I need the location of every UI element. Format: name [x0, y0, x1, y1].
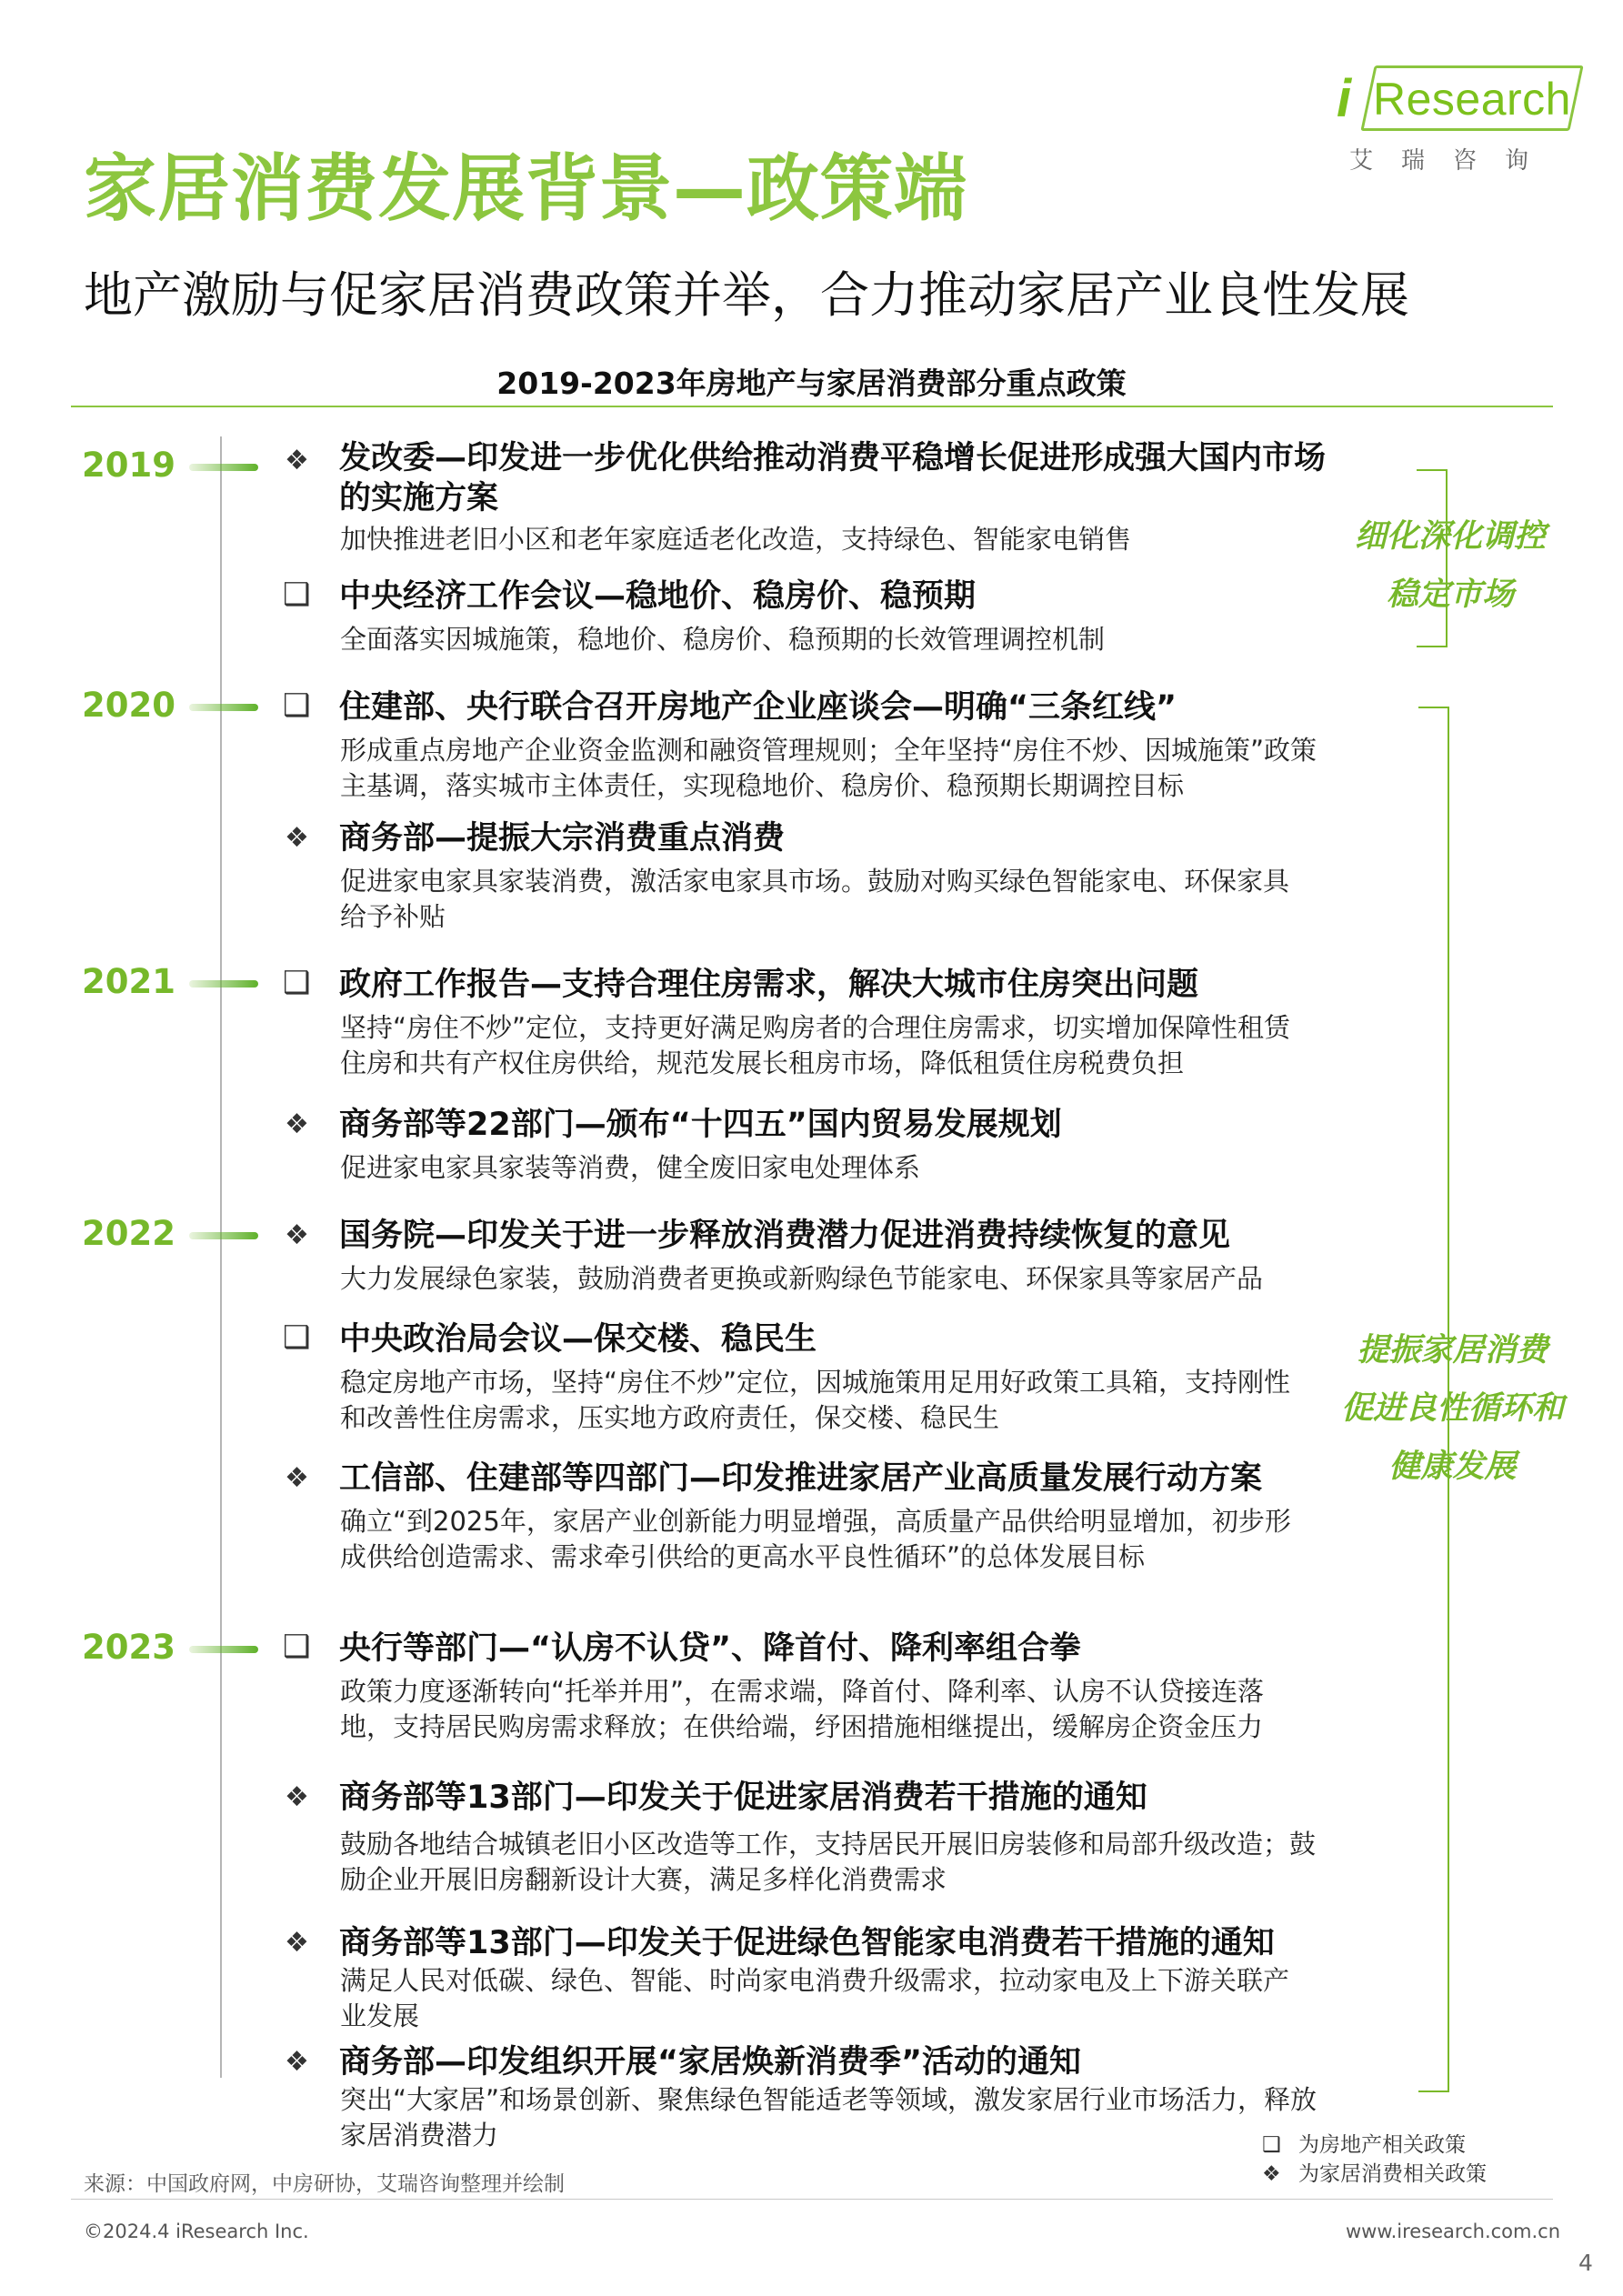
policy-title: 商务部等22部门—颁布“十四五”国内贸易发展规划 [339, 1107, 1062, 1143]
side-label-line: 提振家居消费 [1357, 1332, 1548, 1369]
side-label-lower [1309, 1321, 1596, 1496]
policy-title: 住建部、央行联合召开房地产企业座谈会—明确“三条红线” [339, 689, 1177, 726]
logo-chinese: 艾瑞咨询 [1349, 147, 1558, 175]
year-label-2022: 2022 [82, 1214, 175, 1253]
side-label-upper [1314, 507, 1587, 624]
policy-description: 满足人民对低碳、绿色、智能、时尚家电消费升级需求，拉动家电及上下游关联产业发展 [340, 1965, 1290, 2031]
legend-text: 为房地产相关政策 [1297, 2133, 1466, 2157]
policy-description: 鼓励各地结合城镇老旧小区改造等工作，支持居民开展旧房装修和局部升级改造；鼓励企业开展旧房翻新设计大赛，满足多样化消费需求 [340, 1829, 1317, 1895]
policy-title: 央行等部门—“认房不认贷”、降首付、降利率组合拳 [339, 1630, 1082, 1667]
logo-word: Research [1373, 74, 1571, 125]
policy-title: 发改委—印发进一步优化供给推动消费平稳增长促进形成强大国内市场的实施方案 [339, 440, 1327, 516]
copyright: ©2024.4 iResearch Inc. [84, 2221, 309, 2242]
side-label-line: 促进良性循环和 [1340, 1390, 1564, 1427]
legend-item-real-estate [1262, 2128, 1466, 2158]
policy-description: 加快推进老旧小区和老年家庭适老化改造，支持绿色、智能家电销售 [340, 524, 1132, 555]
year-label-2023: 2023 [82, 1628, 175, 1667]
policy-title: 工信部、住建部等四部门—印发推进家居产业高质量发展行动方案 [339, 1460, 1263, 1497]
policy-description: 促进家电家具家装消费，激活家电家具市场。鼓励对购买绿色智能家电、环保家具给予补贴 [340, 866, 1290, 932]
legend-text: 为家居消费相关政策 [1297, 2162, 1487, 2186]
policy-description: 形成重点房地产企业资金监测和融资管理规则；全年坚持“房住不炒、因城施策”政策主基调，落实城市主体责任，实现稳地价、稳房价、稳预期长期调控目标 [340, 735, 1317, 801]
page-title: 家居消费发展背景—政策端 [84, 146, 967, 231]
side-label-line: 稳定市场 [1386, 577, 1514, 613]
policy-title: 中央政治局会议—保交楼、稳民生 [339, 1321, 817, 1358]
square-bullet-icon: ❑ [283, 577, 311, 613]
diamond-bullet-icon: ❖ [285, 445, 309, 476]
year-marker [189, 1232, 258, 1239]
timeline-axis [220, 436, 222, 2078]
page-subtitle: 地产激励与促家居消费政策并举，合力推动家居产业良性发展 [84, 266, 1409, 324]
policy-description: 大力发展绿色家装，鼓励消费者更换或新购绿色节能家电、环保家具等家居产品 [340, 1263, 1264, 1294]
iresearch-logo [1337, 69, 1573, 175]
year-marker [189, 464, 258, 471]
square-bullet-icon: ❑ [283, 687, 311, 724]
policy-title: 商务部—提振大宗消费重点消费 [339, 820, 786, 857]
diamond-bullet-icon: ❖ [285, 1219, 309, 1251]
square-bullet-icon: ❑ [1262, 2133, 1281, 2157]
policy-title: 商务部等13部门—印发关于促进家居消费若干措施的通知 [339, 1780, 1147, 1816]
policy-title: 商务部等13部门—印发关于促进绿色智能家电消费若干措施的通知 [339, 1925, 1275, 1961]
square-bullet-icon: ❑ [283, 965, 311, 1001]
diamond-bullet-icon: ❖ [285, 1108, 309, 1140]
website-link[interactable]: www.iresearch.com.cn [1346, 2221, 1561, 2242]
title-divider [71, 406, 1553, 407]
policy-description: 促进家电家具家装等消费，健全废旧家电处理体系 [340, 1152, 921, 1183]
policy-description: 坚持“房住不炒”定位，支持更好满足购房者的合理住房需求，切实增加保障性租赁住房和共有产权住房供给，规范发展长租房市场，降低租赁住房税费负担 [340, 1012, 1291, 1078]
policy-title: 政府工作报告—支持合理住房需求，解决大城市住房突出问题 [339, 967, 1199, 1003]
square-bullet-icon: ❑ [283, 1319, 311, 1356]
diamond-bullet-icon: ❖ [285, 822, 309, 854]
year-label-2019: 2019 [82, 446, 175, 485]
policy-title: 国务院—印发关于进一步释放消费潜力促进消费持续恢复的意见 [339, 1218, 1231, 1254]
chart-title: 2019-2023年房地产与家居消费部分重点政策 [496, 366, 1127, 401]
year-marker [189, 704, 258, 711]
year-marker [189, 980, 258, 988]
diamond-bullet-icon: ❖ [285, 1927, 309, 1959]
year-label-2020: 2020 [82, 686, 175, 725]
policy-description: 确立“到2025年，家居产业创新能力明显增强，高质量产品供给明显增加，初步形成供给创造需求、需求牵引供给的更高水平良性循环”的总体发展目标 [340, 1506, 1291, 1572]
side-label-line: 细化深化调控 [1354, 518, 1546, 555]
diamond-bullet-icon: ❖ [285, 1781, 309, 1813]
policy-description: 突出“大家居”和场景创新、聚焦绿色智能适老等领域，激发家居行业市场活力，释放家居消费潜力 [340, 2084, 1317, 2151]
footer-divider [71, 2199, 1553, 2200]
logo-i: i [1337, 69, 1352, 128]
source-note: 来源：中国政府网，中房研协，艾瑞咨询整理并绘制 [84, 2172, 565, 2196]
diamond-bullet-icon: ❖ [1262, 2162, 1281, 2186]
diamond-bullet-icon: ❖ [285, 2046, 309, 2078]
year-label-2021: 2021 [82, 962, 175, 1001]
policy-title: 商务部—印发组织开展“家居焕新消费季”活动的通知 [339, 2044, 1082, 2080]
square-bullet-icon: ❑ [283, 1629, 311, 1665]
policy-description: 政策力度逐渐转向“托举并用”，在需求端，降首付、降利率、认房不认贷接连落地，支持居民购房需求释放；在供给端，纾困措施相继提出，缓解房企资金压力 [340, 1676, 1265, 1742]
legend-item-home-consumption [1262, 2157, 1487, 2187]
policy-description: 稳定房地产市场，坚持“房住不炒”定位，因城施策用足用好政策工具箱，支持刚性和改善性住房需求，压实地方政府责任，保交楼、稳民生 [340, 1367, 1291, 1433]
policy-description: 全面落实因城施策，稳地价、稳房价、稳预期的长效管理调控机制 [340, 624, 1106, 655]
diamond-bullet-icon: ❖ [285, 1462, 309, 1494]
policy-title: 中央经济工作会议—稳地价、稳房价、稳预期 [339, 578, 977, 615]
side-label-line: 健康发展 [1388, 1449, 1517, 1485]
year-marker [189, 1646, 258, 1653]
page-number: 4 [1578, 2250, 1593, 2276]
